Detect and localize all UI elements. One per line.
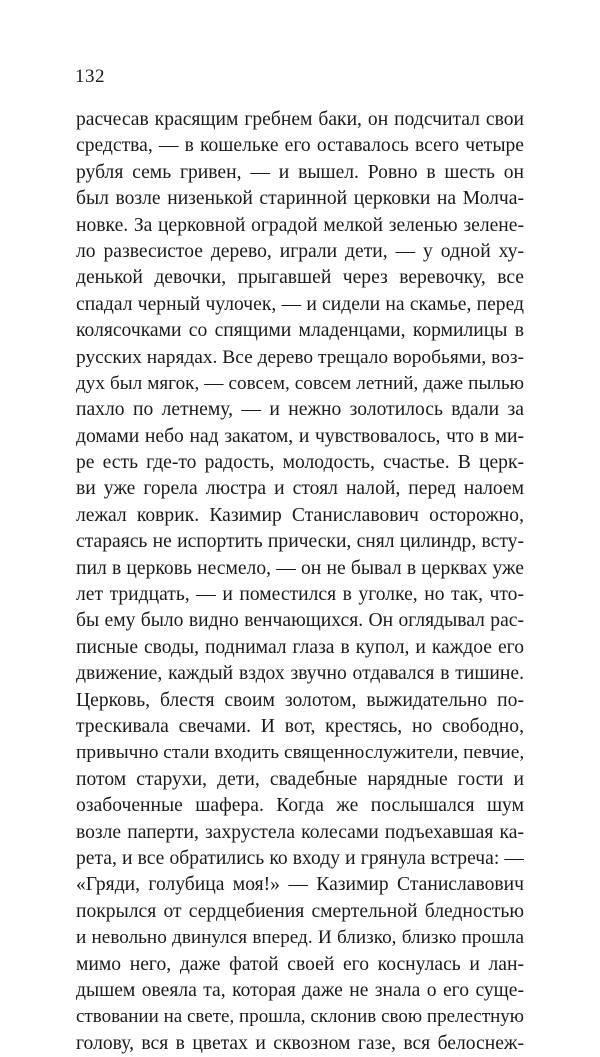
page-number: 132 <box>75 66 105 87</box>
text-line: пил в церковь несмело, — он не бывал в церквах уже <box>76 557 524 579</box>
text-line: трескивала свечами. И вот, крестясь, но свободно, <box>76 715 524 737</box>
text-line: стараясь не испортить прически, снял цилиндр, всту- <box>76 531 524 553</box>
text-line: мимо него, даже фатой своей его коснулась и лан- <box>76 953 524 975</box>
text-line: ви уже горела люстра и стоял налой, перед налоем <box>76 478 524 500</box>
text-line: был возле низенькой старинной церковки на Молча- <box>76 188 524 210</box>
text-line: рета, и все обратились ко входу и грянула встреча: — <box>76 847 524 869</box>
text-line: лежал коврик. Казимир Станиславович осторожно, <box>76 504 524 526</box>
text-line: дышем овеяла та, которая даже не знала о его суще- <box>76 979 524 1001</box>
text-line: писные своды, поднимал глаза в купол, и каждое его <box>76 636 524 658</box>
text-line: новке. За церковной оградой мелкой зеленью зелене- <box>76 214 524 236</box>
text-line: расчесав красящим гребнем баки, он подсчитал свои <box>76 109 524 130</box>
text-line: голову, вся в цветах и сквозном газе, вся белоснеж- <box>76 1032 524 1054</box>
text-line: озабоченные шафера. Когда же послышался шум <box>76 795 524 817</box>
text-line: возле паперти, захрустела колесами подъехавшая ка- <box>76 821 524 843</box>
text-line: русских нарядах. Все дерево трещало воробьями, воз- <box>76 346 524 368</box>
text-line: средства, — в кошельке его оставалось всего четыре <box>76 135 524 157</box>
text-line: движение, каждый вздох звучно отдавался в тишине. <box>76 663 524 685</box>
text-line: потом старухи, дети, свадебные нарядные гости и <box>76 768 524 790</box>
text-line: лет тридцать, — и поместился в уголке, но так, что- <box>76 584 524 606</box>
text-line: «Гряди, голубица моя!» — Казимир Станиславович <box>76 874 524 896</box>
text-line: денькой девочки, прыгавшей через веревочку, все <box>76 267 524 289</box>
text-line: дух был мягок, — совсем, совсем летний, даже пылью <box>76 372 524 394</box>
text-line: ствовании на свете, прошла, склонив свою прелестную <box>76 1006 524 1028</box>
text-line: пахло по летнему, — и нежно золотилось вдали за <box>76 399 524 421</box>
text-line: покрылся от сердцебиения смертельной бледностью <box>76 900 524 922</box>
body-text <box>76 107 524 1057</box>
text-line: бы ему было видно венчающихся. Он оглядывал рас- <box>76 610 524 632</box>
text-line: Церковь, блестя своим золотом, выжидательно по- <box>76 689 524 711</box>
text-line: привычно стали входить священнослужители, певчие, <box>76 742 524 764</box>
text-line: рубля семь гривен, — и вышел. Ровно в шесть он <box>76 161 524 183</box>
text-line: ло развесистое дерево, играли дети, — у одной ху- <box>76 240 524 262</box>
text-line: ре есть где-то радость, молодость, счастье. В церк- <box>76 452 524 474</box>
text-line: домами небо над закатом, и чувствовалось, что в ми- <box>76 425 524 447</box>
text-line: и невольно двинулся вперед. И близко, близко прошла <box>76 927 524 949</box>
text-line: колясочками со спящими младенцами, кормилицы в <box>76 320 524 342</box>
text-line: спадал черный чулочек, — и сидели на скамье, перед <box>76 293 524 315</box>
